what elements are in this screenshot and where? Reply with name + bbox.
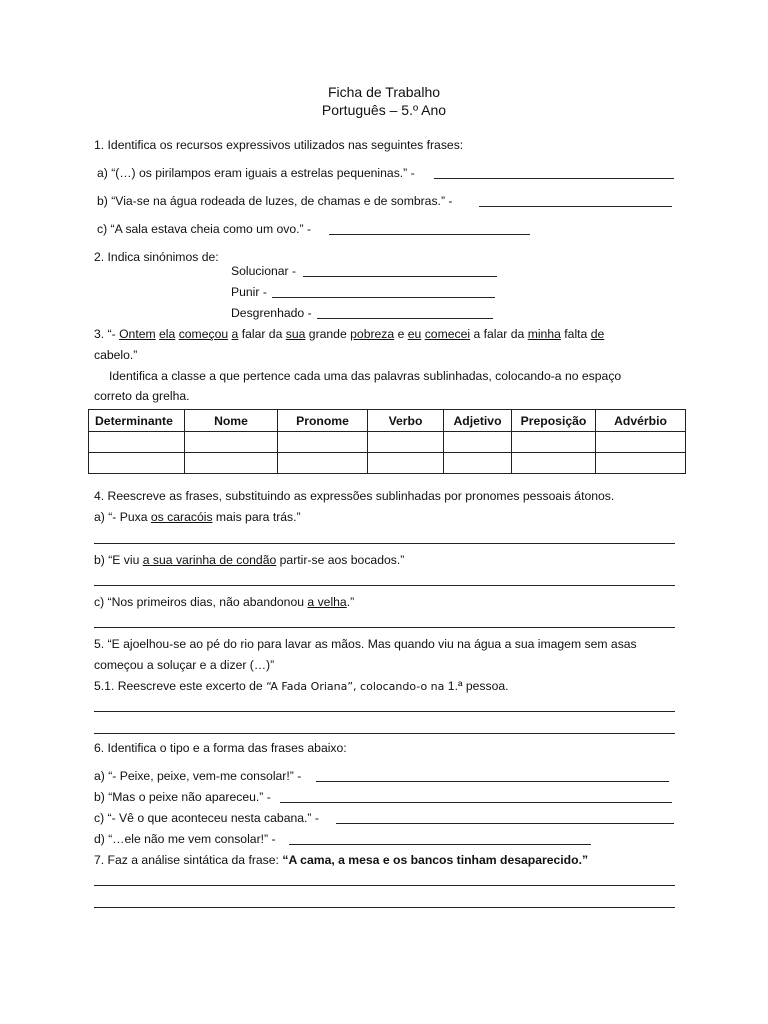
q4-answer-line-c[interactable] — [94, 627, 675, 628]
grid-answer-cell[interactable] — [444, 432, 512, 453]
q1-prompt: 1. Identifica os recursos expressivos utilizados nas seguintes frases: — [94, 138, 464, 152]
grid-answer-cell[interactable] — [596, 453, 686, 474]
q5-excerpt-line2: começou a soluçar e a dizer (…)” — [94, 658, 275, 672]
q6-item-b: b) “Mas o peixe não apareceu.” - — [94, 790, 271, 804]
q1-item-a: a) “(…) os pirilampos eram iguais a estrelas pequeninas.” - — [97, 166, 415, 180]
grid-answer-cell[interactable] — [596, 432, 686, 453]
q2-word-punir: Punir - — [231, 285, 267, 299]
q2-prompt: 2. Indica sinónimos de: — [94, 250, 219, 264]
q4-prompt: 4. Reescreve as frases, substituindo as expressões sublinhadas por pronomes pessoais átonos. — [94, 489, 615, 503]
grid-answer-cell[interactable] — [368, 453, 444, 474]
grid-answer-cell[interactable] — [368, 432, 444, 453]
q1-answer-line-a[interactable] — [434, 178, 674, 179]
grid-header-cell: Verbo — [368, 410, 444, 432]
underlined-word: minha — [527, 327, 561, 341]
underlined-word: eu — [407, 327, 422, 341]
q7-prompt: 7. Faz a análise sintática da frase: “A cama, a mesa e os bancos tinham desaparecido.” — [94, 853, 589, 867]
grid-answer-cell[interactable] — [185, 453, 278, 474]
q6-answer-line-b[interactable] — [280, 802, 672, 803]
grid-header-cell: Advérbio — [596, 410, 686, 432]
q2-word-solucionar: Solucionar - — [231, 264, 297, 278]
q5-1-prompt: 5.1. Reescreve este excerto de “A Fada Oriana”, colocando-o na 1.ª pessoa. — [94, 679, 509, 693]
q4-item-b: b) “E viu a sua varinha de condão partir-se aos bocados.” — [94, 553, 405, 567]
grid-answer-row — [89, 432, 686, 453]
q6-answer-line-a[interactable] — [316, 781, 669, 782]
underlined-word: a — [231, 327, 239, 341]
q5-answer-line-1[interactable] — [94, 711, 675, 712]
q7-sentence: “A cama, a mesa e os bancos tinham desaparecido.” — [282, 853, 589, 867]
grid-header-cell: Pronome — [278, 410, 368, 432]
q5-excerpt-line1: 5. “E ajoelhou-se ao pé do rio para lavar as mãos. Mas quando viu na água a sua imagem sem asas — [94, 637, 637, 651]
word-class-grid — [88, 409, 686, 474]
q6-item-a: a) “- Peixe, peixe, vem-me consolar!” - — [94, 769, 302, 783]
grid-answer-cell[interactable] — [89, 432, 185, 453]
q1-answer-line-c[interactable] — [329, 234, 530, 235]
q6-answer-line-c[interactable] — [336, 823, 674, 824]
grid-header-row — [89, 410, 686, 432]
q4-item-c: c) “Nos primeiros dias, não abandonou a velha.” — [94, 595, 355, 609]
q1-item-b: b) “Via-se na água rodeada de luzes, de chamas e de sombras.” - — [97, 194, 453, 208]
grid-answer-cell[interactable] — [278, 453, 368, 474]
q6-item-c: c) “- Vê o que aconteceu nesta cabana.” - — [94, 811, 319, 825]
q2-word-desgrenhado: Desgrenhado - — [231, 306, 312, 320]
grid-header-cell: Nome — [185, 410, 278, 432]
q3-instruction-line1: Identifica a classe a que pertence cada uma das palavras sublinhadas, colocando-a no espaço — [109, 369, 622, 383]
q6-answer-line-d[interactable] — [289, 844, 591, 845]
q1-answer-line-b[interactable] — [479, 206, 672, 207]
q2-answer-line-1[interactable] — [303, 276, 497, 277]
grid-answer-cell[interactable] — [185, 432, 278, 453]
q7-answer-line-1[interactable] — [94, 885, 675, 886]
grid-answer-cell[interactable] — [89, 453, 185, 474]
grid-answer-cell[interactable] — [278, 432, 368, 453]
grid-header-cell: Determinante — [89, 410, 185, 432]
grid-header-cell: Preposição — [512, 410, 596, 432]
underlined-word: pobreza — [350, 327, 395, 341]
q3-sentence-line2: cabelo.” — [94, 348, 138, 362]
underlined-word: Ontem — [119, 327, 156, 341]
underlined-expression: a velha — [307, 595, 347, 609]
q6-prompt: 6. Identifica o tipo e a forma das frases abaixo: — [94, 741, 347, 755]
underlined-word: ela — [159, 327, 176, 341]
q4-answer-line-b[interactable] — [94, 585, 675, 586]
grid-answer-cell[interactable] — [512, 453, 596, 474]
page-title: Ficha de Trabalho — [327, 84, 441, 100]
underlined-word: sua — [285, 327, 306, 341]
q4-item-a: a) “- Puxa os caracóis mais para trás.” — [94, 510, 301, 524]
underlined-word: começou — [178, 327, 229, 341]
underlined-word: de — [590, 327, 605, 341]
grid-answer-cell[interactable] — [444, 453, 512, 474]
grid-answer-cell[interactable] — [512, 432, 596, 453]
q7-answer-line-2[interactable] — [94, 907, 675, 908]
page-subtitle: Português – 5.º Ano — [321, 102, 447, 118]
q2-answer-line-3[interactable] — [317, 318, 493, 319]
underlined-expression: a sua varinha de condão — [142, 553, 277, 567]
q2-answer-line-2[interactable] — [272, 297, 495, 298]
grid-header-cell: Adjetivo — [444, 410, 512, 432]
q1-item-c: c) “A sala estava cheia como um ovo.” - — [97, 222, 312, 236]
q3-sentence-line1: 3. “- Ontem ela começou a falar da sua grande pobreza e eu comecei a falar da minha falta de — [94, 327, 605, 341]
q4-answer-line-a[interactable] — [94, 543, 675, 544]
q3-instruction-line2: correto da grelha. — [94, 389, 190, 403]
grid-answer-row — [89, 453, 686, 474]
q6-item-d: d) “…ele não me vem consolar!” - — [94, 832, 276, 846]
underlined-word: comecei — [424, 327, 471, 341]
q5-answer-line-2[interactable] — [94, 733, 675, 734]
underlined-expression: os caracóis — [150, 510, 213, 524]
